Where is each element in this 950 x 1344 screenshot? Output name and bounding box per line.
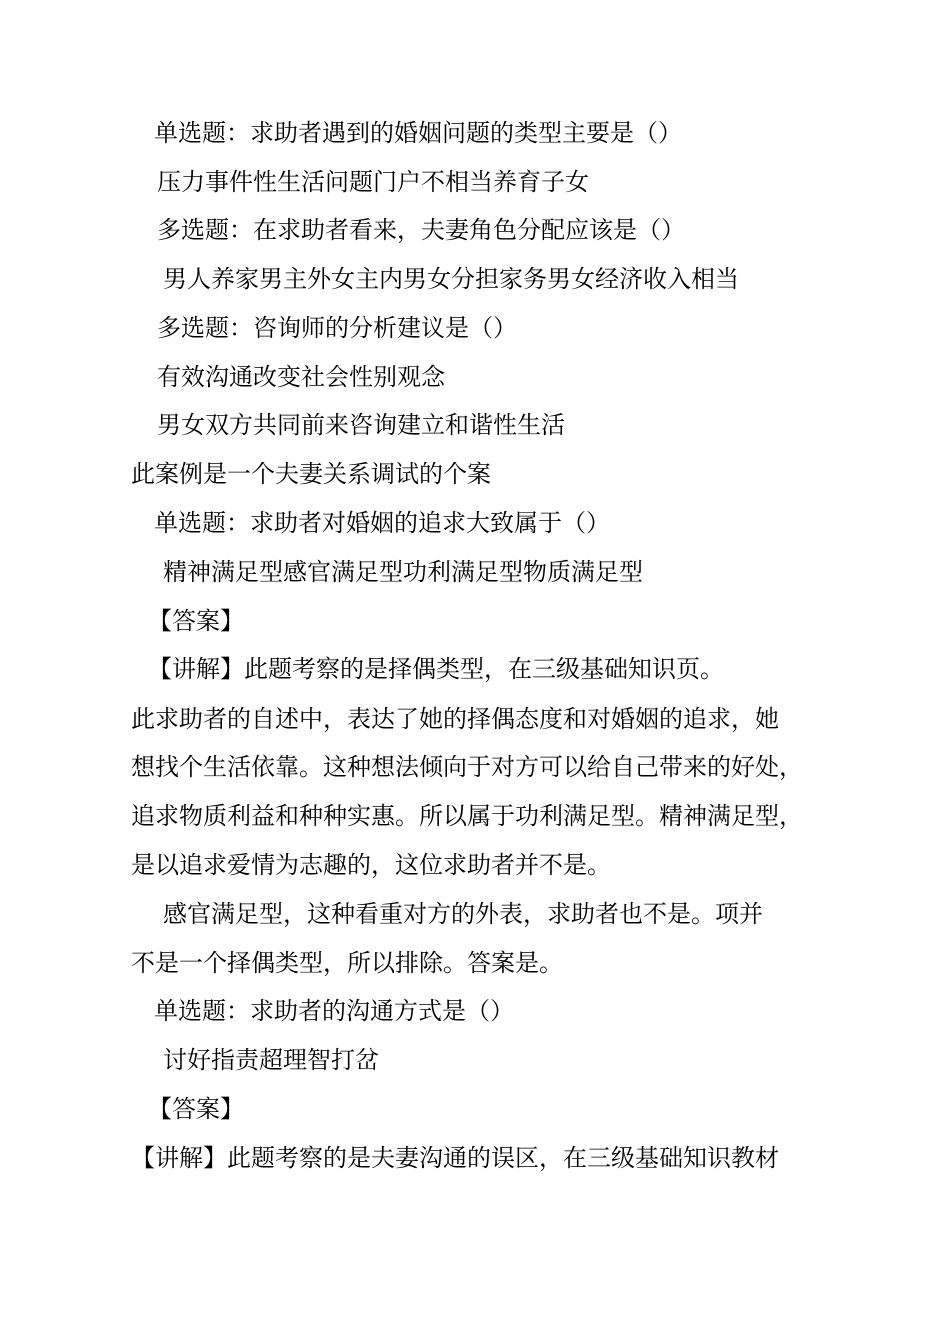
question-multi-choice-1: 多选题：在求助者看来，夫妻角色分配应该是（） (157, 216, 685, 244)
explanation-text-2: 想找个生活依靠。这种想法倾向于对方可以给自己带来的好处， (131, 753, 803, 781)
explanation-heading-1: 【讲解】此题考察的是择偶类型，在三级基础知识页。 (148, 655, 724, 683)
explanation-text-4: 是以追求爱情为志趣的，这位求助者并不是。 (131, 851, 611, 879)
explanation-text-1: 此求助者的自述中，表达了她的择偶态度和对婚姻的追求，她 (131, 705, 779, 733)
options-line-2: 男人养家男主外女主内男女分担家务男女经济收入相当 (163, 265, 739, 293)
options-line-4: 男女双方共同前来咨询建立和谐性生活 (157, 411, 565, 439)
answer-label-2: 【答案】 (148, 1095, 244, 1123)
explanation-text-6: 不是一个择偶类型，所以排除。答案是。 (131, 949, 563, 977)
question-multi-choice-2: 多选题：咨询师的分析建议是（） (157, 314, 517, 342)
explanation-heading-2: 【讲解】此题考察的是夫妻沟通的误区，在三级基础知识教材 (131, 1144, 779, 1172)
options-line-6: 讨好指责超理智打岔 (163, 1046, 379, 1074)
question-single-choice-2: 单选题：求助者对婚姻的追求大致属于（） (154, 509, 610, 537)
explanation-text-5: 感官满足型，这种看重对方的外表，求助者也不是。项并 (163, 900, 763, 928)
question-single-choice-1: 单选题：求助者遇到的婚姻问题的类型主要是（） (154, 119, 682, 147)
options-line-1: 压力事件性生活问题门户不相当养育子女 (157, 168, 589, 196)
options-line-3: 有效沟通改变社会性别观念 (157, 363, 445, 391)
explanation-text-3: 追求物质利益和种种实惠。所以属于功利满足型。精神满足型， (131, 802, 803, 830)
question-single-choice-3: 单选题：求助者的沟通方式是（） (154, 997, 514, 1025)
answer-label-1: 【答案】 (148, 607, 244, 635)
case-summary: 此案例是一个夫妻关系调试的个案 (131, 460, 491, 488)
options-line-5: 精神满足型感官满足型功利满足型物质满足型 (163, 558, 643, 586)
